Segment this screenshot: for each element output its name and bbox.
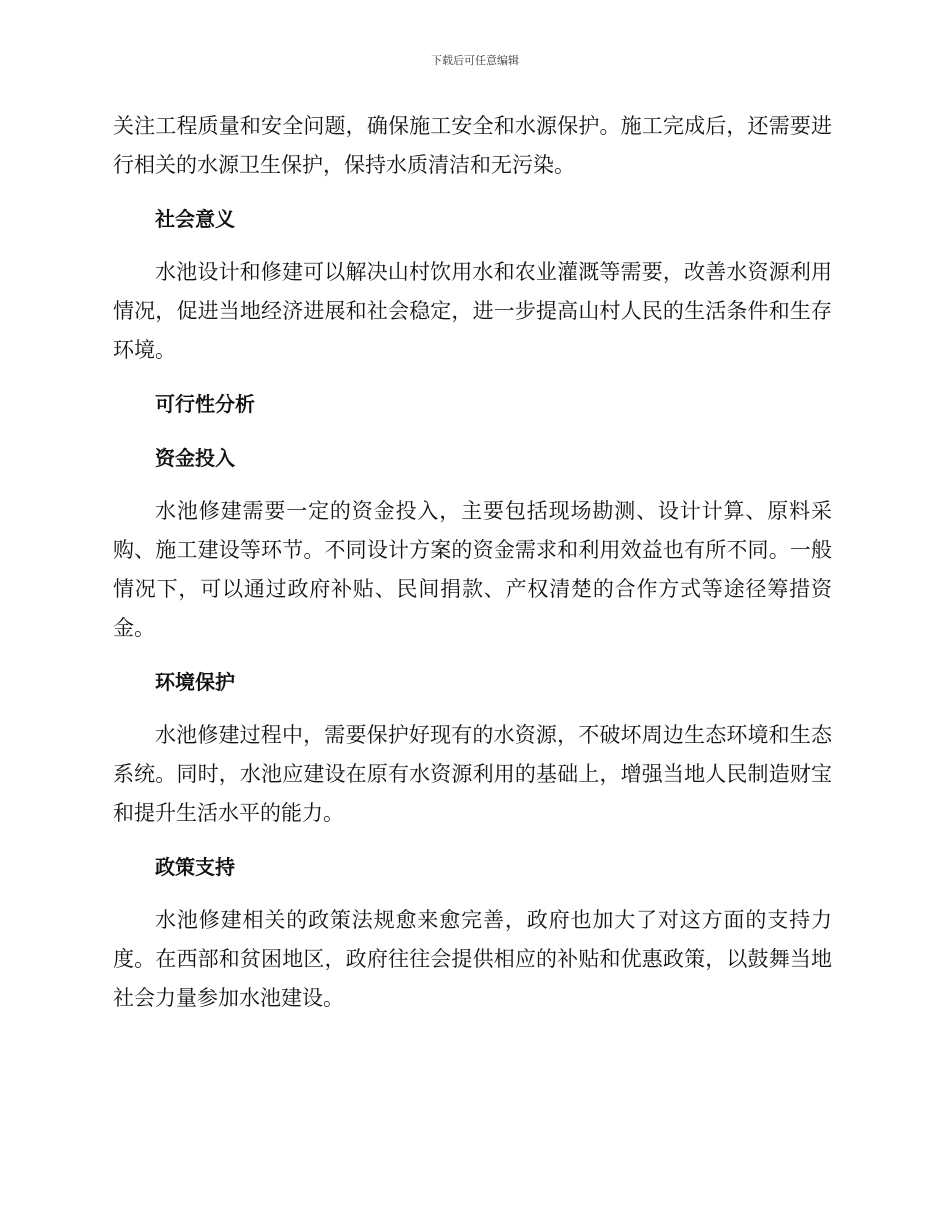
paragraph-social-significance: 水池设计和修建可以解决山村饮用水和农业灌溉等需要，改善水资源利用情况，促进当地经济进展和社会稳定，进一步提高山村人民的生活条件和生存环境。 [113,260,832,362]
heading-policy: 政策支持 [155,855,235,879]
heading-funding: 资金投入 [155,446,235,470]
intro-paragraph: 关注工程质量和安全问题，确保施工安全和水源保护。施工完成后，还需要进行相关的水源卫生保护，保持水质清洁和无污染。 [113,114,832,177]
heading-social-significance: 社会意义 [155,207,235,231]
paragraph-funding: 水池修建需要一定的资金投入，主要包括现场勘测、设计计算、原料采购、施工建设等环节。不同设计方案的资金需求和利用效益也有所不同。一般情况下，可以通过政府补贴、民间捐款、产权清楚的合作方式等途径筹措资金。 [113,499,832,640]
heading-feasibility-analysis: 可行性分析 [155,392,255,416]
document-body [113,107,832,1018]
heading-environment: 环境保护 [155,670,235,694]
paragraph-environment: 水池修建过程中，需要保护好现有的水资源，不破坏周边生态环境和生态系统。同时，水池应建设在原有水资源利用的基础上，增强当地人民制造财宝和提升生活水平的能力。 [113,723,832,825]
paragraph-policy: 水池修建相关的政策法规愈来愈完善，政府也加大了对这方面的支持力度。在西部和贫困地区，政府往往会提供相应的补贴和优惠政策，以鼓舞当地社会力量参加水池建设。 [113,908,832,1010]
page-header: 下载后可任意编辑 [431,54,519,67]
